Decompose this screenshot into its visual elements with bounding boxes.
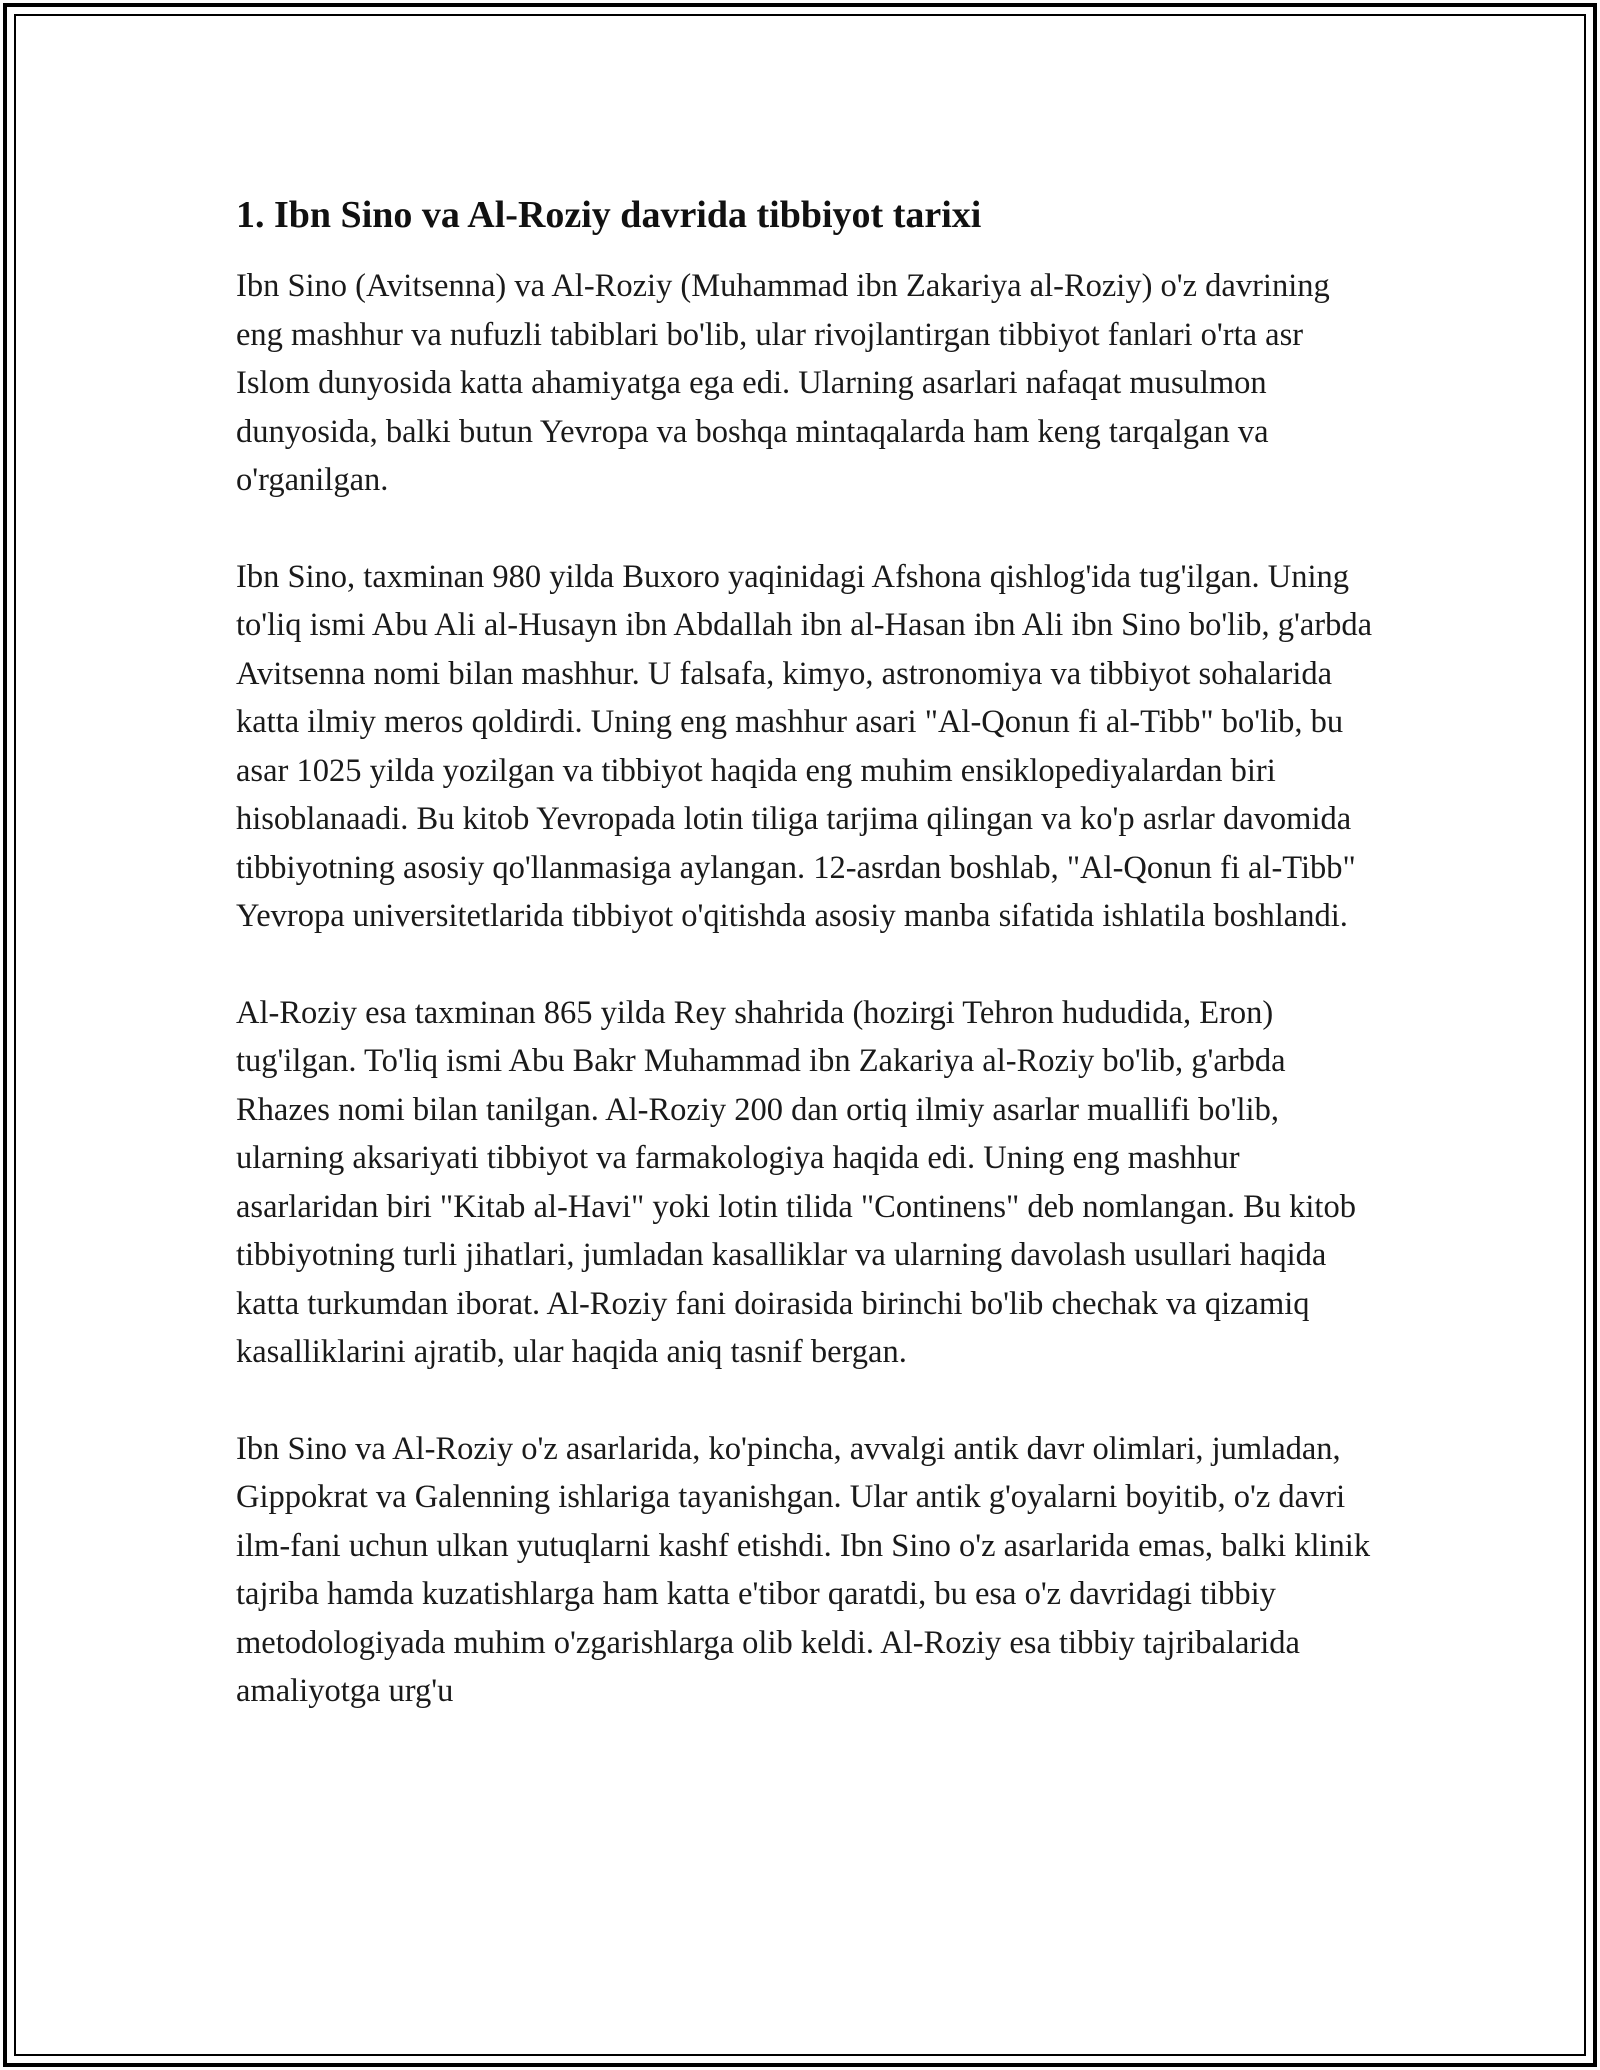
paragraph-intro: Ibn Sino (Avitsenna) va Al-Roziy (Muhammad ibn Zakariya al-Roziy) o'z davrining eng mashhur va nufuzli tabiblari bo'lib, ular rivojlantirgan tibbiyot fanlari o'rta asr Islom dunyosida katta ahamiyatga ega edi. Ularning asarlari nafaqat musulmon dunyosida, balki butun Yevropa va boshqa mintaqalarda ham keng tarqalgan va o'rganilgan. <box>236 268 1330 498</box>
section-title: 1. Ibn Sino va Al-Roziy davrida tibbiyot tarixi <box>236 194 982 236</box>
paragraph-ibn-sino: Ibn Sino, taxminan 980 yilda Buxoro yaqinidagi Afshona qishlog'ida tug'ilgan. Uning to'liq ismi Abu Ali al-Husayn ibn Abdallah ibn al-Hasan ibn Ali ibn Sino bo'lib, g'arbda Avitsenna nomi bilan mashhur. U falsafa, kimyo, astronomiya va tibbiyot sohalarida katta ilmiy meros qoldirdi. Uning eng mashhur asari "Al-Qonun fi al-Tibb" bo'lib, bu asar 1025 yilda yozilgan va tibbiyot haqida eng muhim ensiklopediyalardan biri hisoblanaadi. Bu kitob Yevropada lotin tiliga tarjima qilingan va ko'p asrlar davomida tibbiyotning asosiy qo'llanmasiga aylangan. 12-asrdan boshlab, "Al-Qonun fi al-Tibb" Yevropa universitetlarida tibbiyot o'qitishda asosiy manba sifatida ishlatila boshlandi. <box>236 558 1373 934</box>
paragraph-legacy: Ibn Sino va Al-Roziy o'z asarlarida, ko'pincha, avvalgi antik davr olimlari, jumladan, Gippokrat va Galenning ishlariga tayanishgan. Ular antik g'oyalarni boyitib, o'z davri ilm-fani uchun ulkan yutuqlarni kashf etishdi. Ibn Sino o'z asarlarida emas, balki klinik tajriba hamda kuzatishlarga ham katta e'tibor qaratdi, bu esa o'z davridagi tibbiy metodologiyada muhim o'zgarishlarga olib keldi. Al-Roziy esa tibbiy tajribalarida amaliyotga urg'u <box>236 1430 1371 1709</box>
document-body <box>236 190 1376 1764</box>
paragraph-al-roziy: Al-Roziy esa taxminan 865 yilda Rey shahrida (hozirgi Tehron hududida, Eron) tug'ilgan. To'liq ismi Abu Bakr Muhammad ibn Zakariya al-Roziy bo'lib, g'arbda Rhazes nomi bilan tanilgan. Al-Roziy 200 dan ortiq ilmiy asarlar muallifi bo'lib, ularning aksariyati tibbiyot va farmakologiya haqida edi. Uning eng mashhur asarlaridan biri "Kitab al-Havi" yoki lotin tilida "Continens" deb nomlangan. Bu kitob tibbiyotning turli jihatlari, jumladan kasalliklar va ularning davolash usullari haqida katta turkumdan iborat. Al-Roziy fani doirasida birinchi bo'lib chechak va qizamiq kasalliklarini ajratib, ular haqida aniq tasnif bergan. <box>236 994 1356 1370</box>
